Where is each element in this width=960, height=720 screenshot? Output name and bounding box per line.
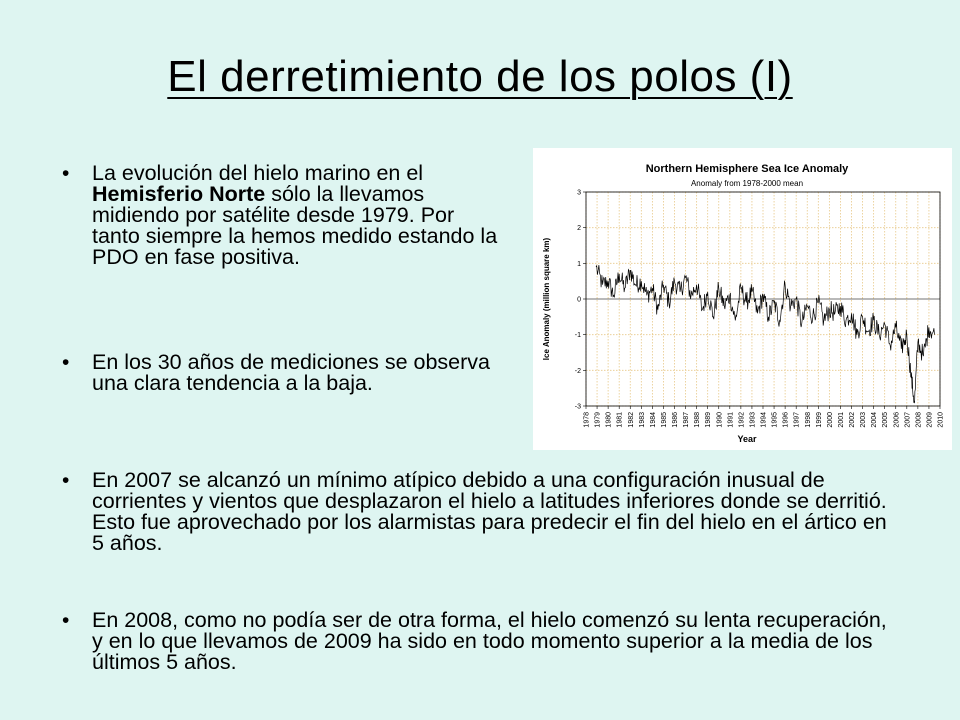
x-tick-label: 1988 [694, 412, 702, 428]
y-tick-label: 1 [577, 260, 581, 268]
chart-svg [533, 148, 952, 450]
chart-ylabel: Ice Anomaly (million square km) [542, 237, 551, 361]
sea-ice-chart [533, 148, 952, 450]
bullet-text: En 2008, como no podía ser de otra forma, el hielo comenzó su lenta recuperación, y en lo que llevamos de 2009 ha sido en todo momento superior a la media de los últimos 5 años. [92, 608, 887, 674]
x-tick-label: 1981 [616, 412, 624, 428]
x-tick-label: 2003 [860, 412, 868, 428]
x-tick-label: 2009 [926, 412, 934, 428]
x-tick-label: 1993 [749, 412, 757, 428]
x-tick-label: 1989 [705, 412, 713, 428]
x-tick-label: 1996 [782, 412, 790, 428]
y-tick-label: -2 [574, 367, 581, 375]
x-tick-label: 2002 [849, 412, 856, 428]
chart-title: Northern Hemisphere Sea Ice Anomaly [645, 163, 849, 175]
x-tick-label: 2008 [915, 412, 923, 428]
x-tick-label: 1995 [771, 412, 779, 428]
bullet-marker: • [62, 351, 70, 374]
bullet-text: La evolución del hielo marino en el Hemisferio Norte sólo la llevamos midiendo por satélite desde 1979. Por tanto siempre la hemos medido estando la PDO en fase positiva. [92, 161, 498, 269]
x-tick-label: 1978 [583, 412, 591, 428]
x-tick-label: 2004 [871, 412, 879, 428]
x-tick-label: 1994 [760, 412, 768, 428]
x-tick-label: 1982 [627, 412, 635, 428]
x-tick-label: 2005 [882, 412, 890, 428]
bullet-item [62, 161, 502, 269]
x-tick-label: 1991 [727, 412, 735, 428]
chart-xlabel: Year [737, 434, 757, 444]
bullet-text: En los 30 años de mediciones se observa una clara tendencia a la baja. [92, 350, 490, 395]
bullet-text: En 2007 se alcanzó un mínimo atípico debido a una configuración inusual de corrientes y vientos que desplazaron el hielo a latitudes inferiores donde se derritió. Esto fue aprovechado por los alarmistas para predecir el fin del hielo en el ártico en 5 años. [92, 468, 887, 555]
y-tick-label: 3 [577, 189, 581, 197]
bullet-item [62, 608, 902, 674]
y-tick-label: -1 [574, 332, 581, 340]
bullet-marker: • [62, 469, 70, 492]
x-tick-label: 2010 [937, 412, 945, 428]
chart-subtitle: Anomaly from 1978-2000 mean [690, 179, 804, 188]
bullet-marker: • [62, 609, 70, 632]
x-tick-label: 1986 [672, 412, 679, 428]
x-tick-label: 2001 [837, 412, 845, 428]
x-tick-label: 1990 [716, 412, 724, 428]
y-tick-label: 0 [577, 296, 581, 304]
x-tick-label: 1998 [804, 412, 812, 428]
x-tick-label: 1979 [594, 412, 602, 428]
slide-title: El derretimiento de los polos (I) [167, 52, 793, 101]
x-tick-label: 1985 [660, 412, 668, 428]
y-tick-label: 2 [577, 225, 581, 233]
x-tick-label: 1983 [638, 412, 646, 428]
series-line [596, 265, 935, 403]
x-tick-label: 1997 [793, 412, 801, 428]
x-tick-label: 1980 [605, 412, 613, 428]
x-tick-label: 2000 [826, 412, 834, 428]
x-tick-label: 1999 [815, 412, 823, 428]
y-tick-label: -3 [574, 403, 581, 411]
x-tick-label: 2006 [893, 412, 901, 428]
bullet-marker: • [62, 162, 70, 185]
bullet-item [62, 468, 902, 555]
x-tick-label: 1987 [683, 412, 691, 428]
x-tick-label: 1984 [649, 412, 657, 428]
x-tick-label: 2007 [904, 412, 912, 428]
bullet-item [62, 350, 502, 395]
x-tick-label: 1992 [738, 412, 746, 428]
